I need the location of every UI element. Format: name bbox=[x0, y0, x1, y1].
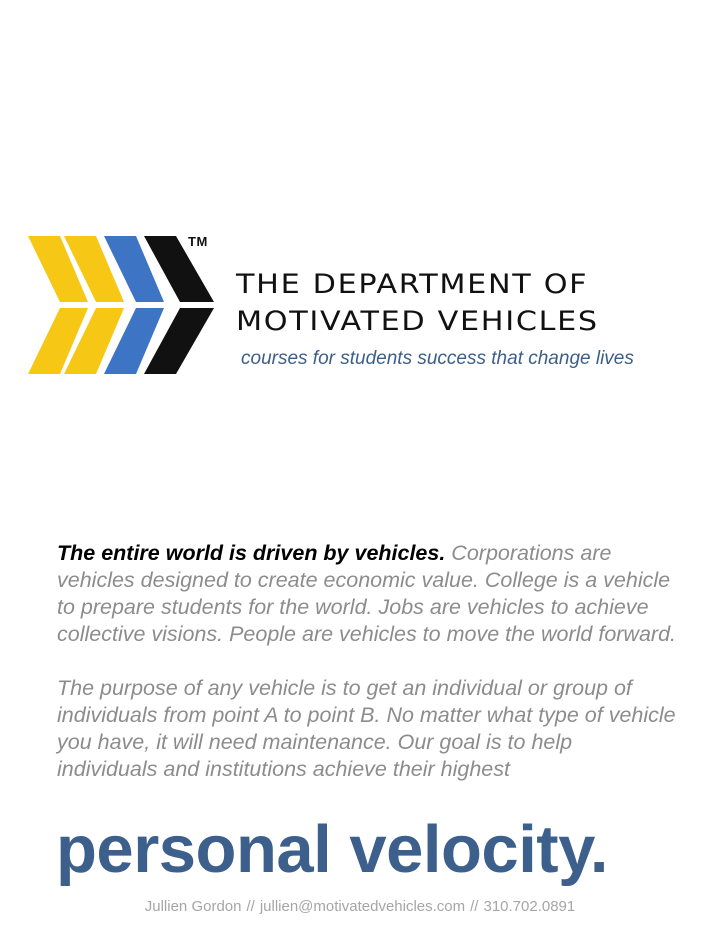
footer-separator: // bbox=[470, 898, 479, 915]
body-copy bbox=[57, 540, 677, 783]
contact-phone: 310.702.0891 bbox=[483, 898, 576, 915]
lead-sentence: The entire world is driven by vehicles. bbox=[57, 541, 446, 565]
brand-tagline: courses for students success that change lives bbox=[241, 348, 634, 369]
trademark-mark: TM bbox=[188, 234, 208, 249]
chevron-logo-icon bbox=[24, 232, 220, 378]
contact-email: jullien@motivatedvehicles.com bbox=[259, 898, 466, 915]
paragraph-2: The purpose of any vehicle is to get an individual or group of individuals from point A to point B. No matter what type of vehicle you have, it will need maintenance. Our goal is to help individuals and institutions achieve their highest bbox=[57, 676, 676, 781]
brand-title-line-2: MOTIVATED VEHICLES bbox=[236, 306, 599, 337]
paragraph-1 bbox=[57, 540, 677, 648]
paragraph-1-rest: Corporations are vehicles designed to create economic value. College is a vehicle to prepare students for the world. Jobs are vehicles to achieve collective visions. People are vehicles to move the world forward. bbox=[57, 541, 677, 646]
contact-name: Jullien Gordon bbox=[144, 898, 242, 915]
brand-title-line-1: THE DEPARTMENT OF bbox=[236, 269, 589, 300]
footer-separator: // bbox=[246, 898, 255, 915]
personal-velocity-headline: personal velocity. bbox=[56, 812, 609, 887]
contact-footer bbox=[0, 898, 720, 915]
